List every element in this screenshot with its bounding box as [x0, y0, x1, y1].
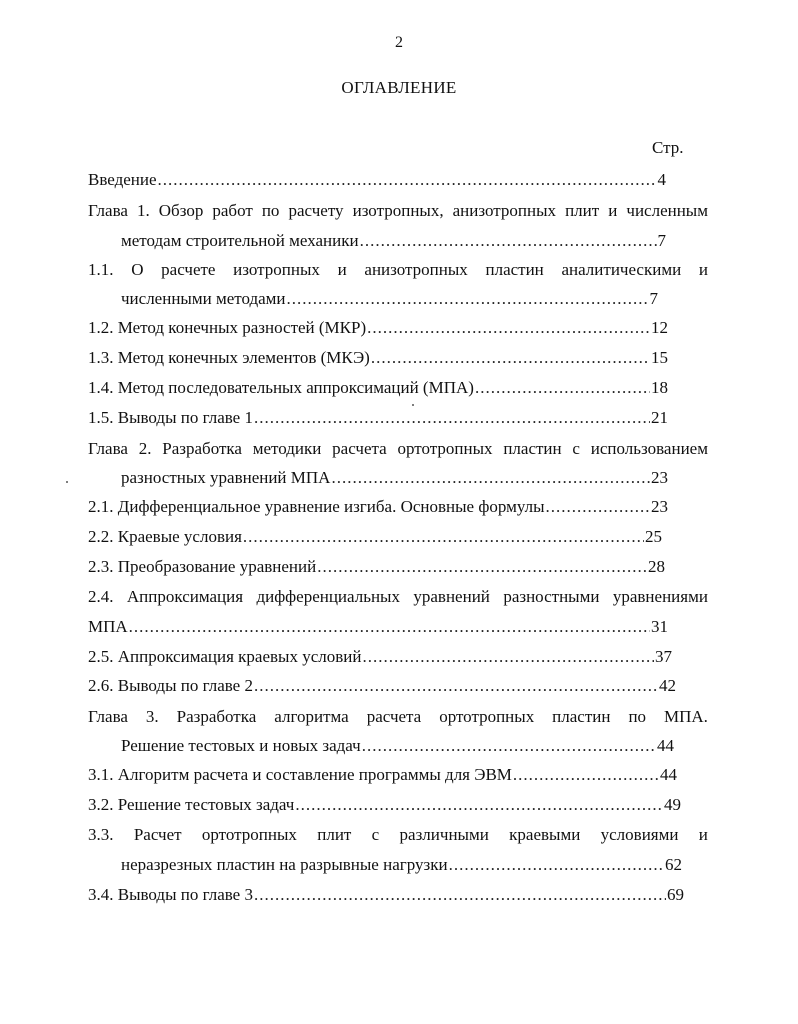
toc-entry-page: 25	[645, 527, 662, 546]
toc-word: по	[261, 201, 280, 220]
toc-word: алгоритма	[274, 707, 349, 726]
toc-word: расчету	[288, 201, 344, 220]
toc-word: расчете	[161, 260, 216, 279]
toc-leader-dots	[513, 765, 659, 785]
toc-leader-dots	[362, 647, 654, 667]
toc-word: Глава	[88, 707, 128, 726]
toc-entry-label: 1.2. Метод конечных разностей (МКР)	[88, 318, 367, 337]
toc-entry-page: 28	[648, 557, 665, 576]
toc-section-3-3-line2	[121, 855, 682, 875]
toc-word: плит	[565, 201, 600, 220]
toc-leader-dots	[546, 497, 650, 517]
toc-entry-page: 7	[649, 289, 658, 308]
toc-word: пластин	[552, 707, 611, 726]
toc-entry-page: 4	[657, 170, 666, 189]
toc-chapter-1-line1	[88, 201, 708, 221]
toc-section-1-5	[88, 408, 668, 428]
toc-entry-label: 3.1. Алгоритм расчета и составление программы для ЭВМ	[88, 765, 512, 784]
toc-word: 1.1.	[88, 260, 114, 279]
toc-word: анизотропных	[452, 201, 557, 220]
toc-word: с	[371, 825, 380, 844]
toc-entry-page: 44	[660, 765, 677, 784]
toc-chapter-2-line1	[88, 439, 708, 459]
toc-word: и	[337, 260, 347, 279]
toc-entry-label: МПА	[88, 617, 128, 636]
toc-entry-page: 23	[651, 497, 668, 516]
toc-entry-label: Решение тестовых и новых задач	[121, 736, 361, 755]
toc-word: МПА.	[664, 707, 708, 726]
toc-entry-page: 7	[657, 231, 666, 250]
toc-word: по	[628, 707, 647, 726]
toc-entry-label: неразрезных пластин на разрывные нагрузки	[121, 855, 448, 874]
toc-entry-label: методам строительной механики	[121, 231, 359, 250]
toc-entry-page: 44	[657, 736, 674, 755]
toc-entry-page: 15	[651, 348, 668, 367]
toc-word: изотропных,	[352, 201, 444, 220]
toc-word: 2.	[138, 439, 152, 458]
page-column-label: Стр.	[652, 138, 684, 157]
toc-word: Расчет	[133, 825, 182, 844]
toc-leader-dots	[254, 408, 650, 428]
toc-leader-dots	[475, 378, 650, 398]
toc-word: 3.3.	[88, 825, 114, 844]
toc-entry-page: 23	[651, 468, 668, 487]
toc-word: 1.	[136, 201, 150, 220]
toc-section-2-4-line1	[88, 587, 708, 607]
toc-section-3-1	[88, 765, 677, 785]
toc-word: О	[131, 260, 144, 279]
toc-chapter-1-line2	[121, 231, 666, 251]
toc-section-3-3-line1	[88, 825, 708, 845]
toc-word: Обзор	[158, 201, 204, 220]
toc-leader-dots	[254, 885, 666, 905]
toc-entry-page: 37	[655, 647, 672, 666]
toc-word: расчета	[332, 439, 387, 458]
toc-section-2-1	[88, 497, 668, 517]
toc-word: с	[572, 439, 580, 458]
toc-leader-dots	[243, 527, 644, 547]
toc-word: условиями	[600, 825, 679, 844]
toc-entry-page: 49	[664, 795, 681, 814]
toc-word: методики	[252, 439, 322, 458]
toc-leader-dots	[287, 289, 649, 309]
toc-section-3-4	[88, 885, 684, 905]
toc-word: использованием	[590, 439, 708, 458]
toc-entry-label: 2.1. Дифференциальное уравнение изгиба. Основные формулы	[88, 497, 545, 516]
toc-entry-page: 21	[651, 408, 668, 427]
toc-chapter-2-line2	[121, 468, 668, 488]
toc-entry-page: 69	[667, 885, 684, 904]
toc-word: пластин	[503, 439, 562, 458]
toc-entry-label: 1.4. Метод последовательных аппроксимаций (МПА)	[88, 378, 474, 397]
toc-word: уравнениями	[612, 587, 708, 606]
toc-word: Разработка	[162, 439, 242, 458]
toc-word: аналитическими	[561, 260, 682, 279]
toc-word: расчета	[366, 707, 422, 726]
toc-word: уравнений	[413, 587, 490, 606]
toc-section-1-3	[88, 348, 668, 368]
toc-entry-page: 31	[651, 617, 668, 636]
toc-entry-label: 2.6. Выводы по главе 2	[88, 676, 253, 695]
toc-entry-page: 42	[659, 676, 676, 695]
toc-entry-label: 1.3. Метод конечных элементов (МКЭ)	[88, 348, 370, 367]
toc-word: различными	[399, 825, 489, 844]
toc-section-1-2	[88, 318, 668, 338]
toc-word: Разработка	[176, 707, 257, 726]
toc-leader-dots	[295, 795, 663, 815]
toc-entry-label: 3.4. Выводы по главе 3	[88, 885, 253, 904]
toc-section-2-5	[88, 647, 672, 667]
toc-word: Глава	[88, 439, 128, 458]
toc-word: 2.4.	[88, 587, 114, 606]
toc-word: ортотропных	[397, 439, 493, 458]
toc-entry-label: 2.2. Краевые условия	[88, 527, 242, 546]
toc-chapter-3-line2	[121, 736, 674, 756]
page-title: ОГЛАВЛЕНИЕ	[341, 78, 457, 97]
scan-speck	[66, 481, 68, 483]
toc-entry-label: 2.3. Преобразование уравнений	[88, 557, 317, 576]
scan-speck	[412, 404, 414, 406]
toc-section-1-1-line1	[88, 260, 708, 280]
toc-entry-page: 18	[651, 378, 668, 397]
toc-word: ортотропных	[201, 825, 297, 844]
toc-word: и	[608, 201, 618, 220]
toc-word: пластин	[485, 260, 544, 279]
toc-word: 3.	[145, 707, 159, 726]
toc-leader-dots	[129, 617, 650, 637]
toc-section-2-6	[88, 676, 676, 696]
toc-word: анизотропных	[364, 260, 468, 279]
toc-entry-label: 3.2. Решение тестовых задач	[88, 795, 295, 814]
toc-section-1-4	[88, 378, 668, 398]
toc-entry-label: разностных уравнений МПА	[121, 468, 331, 487]
toc-word: дифференциальных	[256, 587, 400, 606]
toc-section-2-4-line2	[88, 617, 668, 637]
toc-leader-dots	[367, 318, 650, 338]
toc-word: разностными	[503, 587, 600, 606]
toc-entry-page: 12	[651, 318, 668, 337]
toc-word: изотропных	[233, 260, 320, 279]
toc-leader-dots	[360, 231, 657, 251]
toc-word: и	[698, 825, 708, 844]
toc-section-2-3	[88, 557, 665, 577]
page-number: 2	[395, 34, 403, 51]
toc-word: Глава	[88, 201, 128, 220]
toc-word: и	[698, 260, 708, 279]
toc-word: краевыми	[509, 825, 581, 844]
toc-entry-label: Введение	[88, 170, 157, 189]
toc-word: Аппроксимация	[126, 587, 244, 606]
toc-chapter-3-line1	[88, 707, 708, 727]
toc-section-2-2	[88, 527, 662, 547]
toc-entry-label: 1.5. Выводы по главе 1	[88, 408, 253, 427]
toc-leader-dots	[362, 736, 656, 756]
toc-entry-page: 62	[665, 855, 682, 874]
toc-section-1-1-line2	[121, 289, 658, 309]
toc-word: численным	[626, 201, 708, 220]
toc-entry-intro	[88, 170, 666, 190]
toc-leader-dots	[254, 676, 658, 696]
toc-word: ортотропных	[439, 707, 535, 726]
toc-word: плит	[317, 825, 352, 844]
toc-section-3-2	[88, 795, 681, 815]
toc-leader-dots	[158, 170, 657, 190]
toc-leader-dots	[317, 557, 647, 577]
toc-leader-dots	[371, 348, 650, 368]
toc-leader-dots	[331, 468, 650, 488]
toc-entry-label: численными методами	[121, 289, 286, 308]
toc-leader-dots	[449, 855, 664, 875]
toc-word: работ	[212, 201, 253, 220]
toc-entry-label: 2.5. Аппроксимация краевых условий	[88, 647, 362, 666]
